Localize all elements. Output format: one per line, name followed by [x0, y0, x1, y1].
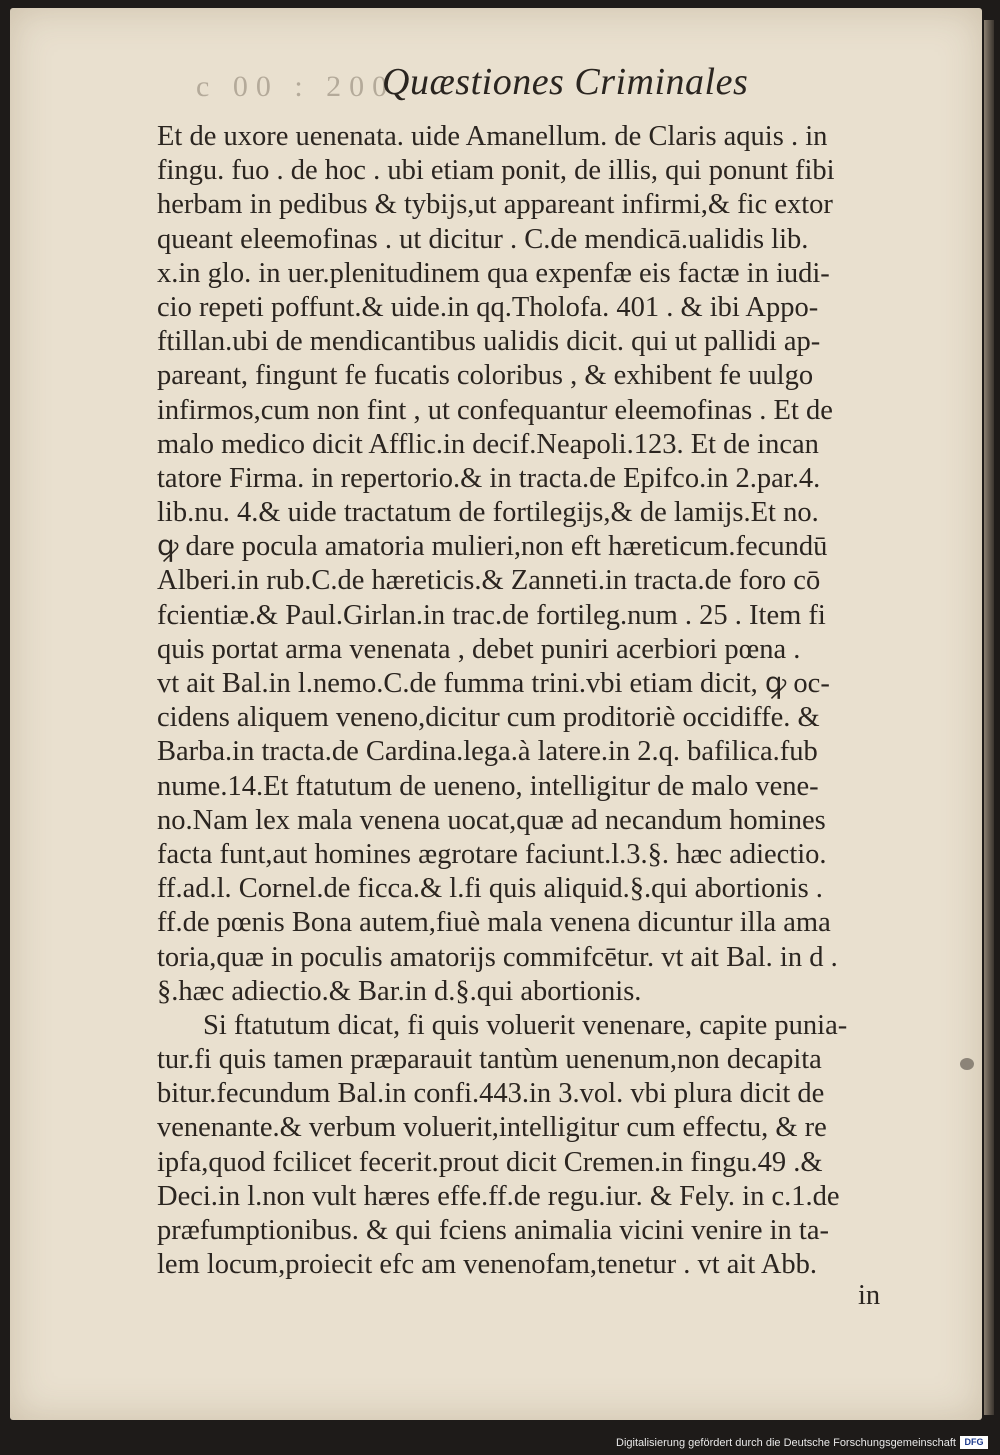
faint-page-number: c 00 : 200: [196, 70, 396, 103]
text-line: Si ftatutum dicat, fi quis voluerit venenare, capite punia-: [203, 1009, 848, 1041]
text-line: tur.fi quis tamen præparauit tantùm uenenum,non decapita: [157, 1044, 822, 1076]
text-line: quis portat arma venenata , debet puniri acerbiori pœna .: [157, 633, 801, 665]
text-line: bitur.fecundum Bal.in confi.443.in 3.vol. vbi plura dicit de: [157, 1078, 825, 1110]
text-line: pareant, fingunt fe fucatis coloribus , & exhibent fe uulgo: [157, 360, 814, 392]
text-line: ipfa,quod fcilicet fecerit.prout dicit Cremen.in fingu.49 .&: [157, 1146, 823, 1178]
text-line: Deci.in l.non vult hæres effe.ff.de regu.iur. & Fely. in c.1.de: [157, 1180, 840, 1212]
digitization-credit: Digitalisierung gefördert durch die Deutsche Forschungsgemeinschaft: [616, 1437, 956, 1449]
text-line: queant eleemofinas . ut dicitur . C.de mendicā.ualidis lib.: [157, 223, 809, 255]
text-line: Et de uxore uenenata. uide Amanellum. de Claris aquis . in: [157, 121, 828, 152]
text-line: fingu. fuo . de hoc . ubi etiam ponit, de illis, qui ponunt fibi: [157, 155, 835, 187]
text-line: Alberi.in rub.C.de hæreticis.& Zanneti.in tracta.de foro cō: [157, 565, 821, 597]
text-line: venenante.& verbum voluerit,intelligitur cum effectu, & re: [157, 1112, 827, 1144]
text-line: vt ait Bal.in l.nemo.C.de fumma trini.vbi etiam dicit, ꝙ oc-: [157, 668, 830, 699]
text-line: lib.nu. 4.& uide tractatum de fortilegijs,& de lamijs.Et no.: [157, 497, 819, 529]
text-line: ꝙ dare pocula amatoria mulieri,non eft hæreticum.fecundū: [157, 531, 828, 563]
text-line: herbam in pedibus & tybijs,ut appareant infirmi,& fic extor: [157, 189, 833, 221]
text-line: malo medico dicit Afflic.in decif.Neapoli.123. Et de incan: [157, 428, 819, 460]
text-line: ff.ad.l. Cornel.de ficca.& l.fi quis aliquid.§.qui abortionis .: [157, 873, 823, 905]
text-line: cio repeti poffunt.& uide.in qq.Tholofa. 401 . & ibi Appo-: [157, 291, 819, 323]
catchword: in: [858, 1280, 881, 1311]
ink-smudge: [960, 1058, 974, 1070]
text-line: lem locum,proiecit efc am venenofam,tenetur . vt ait Abb.: [157, 1249, 818, 1281]
text-line: x.in glo. in uer.plenitudinem qua expenfæ eis factæ in iudi-: [157, 257, 830, 289]
page-edge: [984, 20, 994, 1415]
body-text: [157, 120, 947, 1282]
text-line: facta funt,aut homines ægrotare faciunt.l.3.§. hæc adiectio.: [157, 838, 827, 870]
running-title: Quæstiones Criminales: [382, 61, 749, 103]
text-line: ff.de pœnis Bona autem,fiuè mala venena dicuntur illa ama: [157, 907, 831, 939]
text-line: nume.14.Et ftatutum de ueneno, intelligitur de malo vene-: [157, 770, 819, 802]
text-line: cidens aliquem veneno,dicitur cum proditoriè occidiffe. &: [157, 702, 820, 734]
text-line: no.Nam lex mala venena uocat,quæ ad necandum homines: [157, 804, 826, 836]
text-line: toria,quæ in poculis amatorijs commifcētur. vt ait Bal. in d .: [157, 941, 838, 973]
text-line: tatore Firma. in repertorio.& in tracta.de Epifco.in 2.par.4.: [157, 462, 821, 494]
text-line: §.hæc adiectio.& Bar.in d.§.qui abortionis.: [157, 975, 642, 1007]
text-line: Barba.in tracta.de Cardina.lega.à latere.in 2.q. bafilica.fub: [157, 736, 818, 768]
text-line: ftillan.ubi de mendicantibus ualidis dicit. qui ut pallidi ap-: [157, 326, 821, 358]
dfg-logo: DFG: [960, 1436, 988, 1449]
text-line: infirmos,cum non fint , ut confequantur eleemofinas . Et de: [157, 394, 833, 426]
text-line: fcientiæ.& Paul.Girlan.in trac.de fortileg.num . 25 . Item fi: [157, 599, 826, 631]
text-line: præfumptionibus. & qui fciens animalia vicini venire in ta-: [157, 1215, 829, 1246]
